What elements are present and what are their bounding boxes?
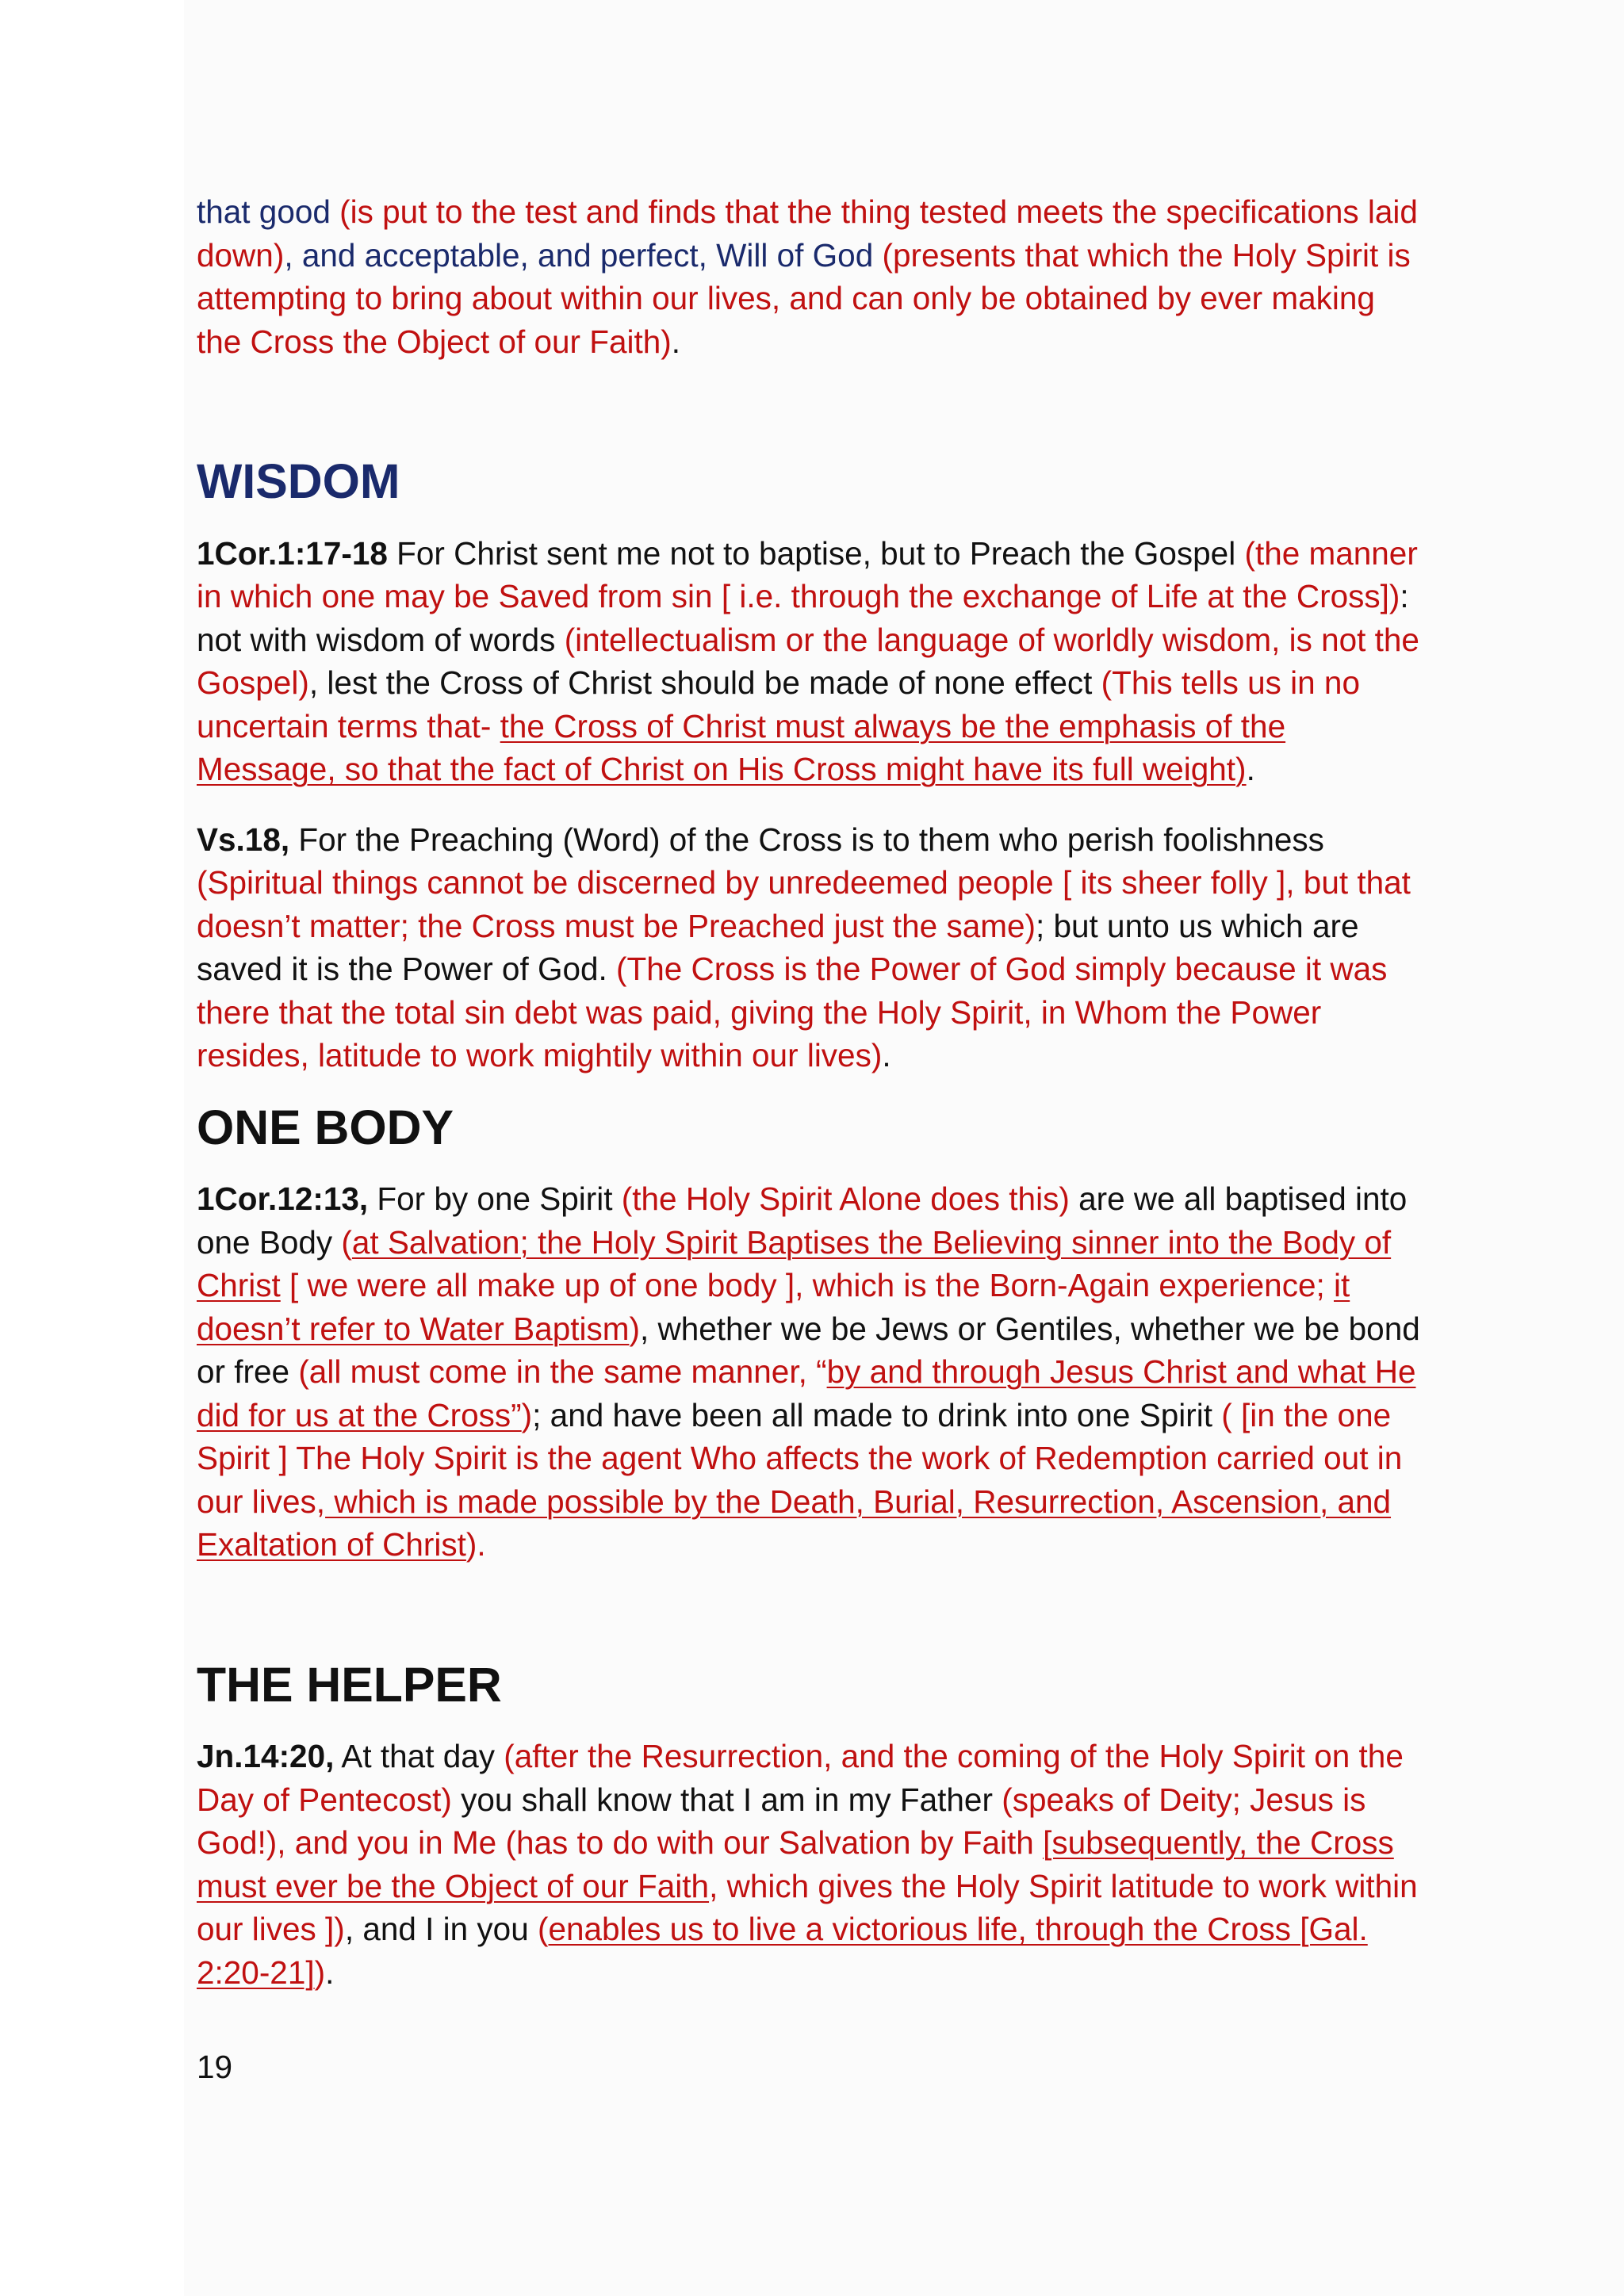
scripture-text: For by one Spirit: [368, 1181, 622, 1217]
commentary-span: ).: [465, 1526, 486, 1563]
punctuation: .: [325, 1954, 335, 1991]
commentary-span: (: [341, 1223, 352, 1261]
commentary-span: (the Holy Spirit Alone does this): [621, 1181, 1070, 1217]
commentary-span: ): [314, 1954, 326, 1991]
commentary-span: (presents that which the Holy Spirit is attempting to bring about within our lives, and can only be obtained by ever making the Cross the Object of our Faith): [197, 236, 1411, 360]
wisdom-paragraph-2: [197, 818, 1426, 1077]
scripture-text: : not with wisdom of words: [197, 578, 1409, 658]
scripture-reference: Vs.18,: [197, 821, 290, 858]
commentary-span: (the manner in which one may be Saved from sin [ i.e. through the exchange of Life at the Cross]): [197, 534, 1418, 614]
scripture-text: you shall know that I am in my Father: [451, 1781, 1002, 1818]
underlined-commentary: which is made possible by the Death, Burial, Resurrection, Ascension, and Exaltation of Christ: [197, 1483, 1392, 1563]
scripture-text: , whether we be Jews or Gentiles, whether we be bond or free: [197, 1310, 1420, 1390]
section-heading-the-helper: THE HELPER: [197, 1657, 502, 1712]
one-body-paragraph: [197, 1177, 1426, 1567]
section-heading-wisdom: WISDOM: [197, 454, 400, 508]
commentary-span: (all must come in the same manner, “: [298, 1353, 827, 1390]
scripture-text: , lest the Cross of Christ should be made of none effect: [308, 664, 1101, 701]
punctuation: .: [671, 323, 681, 360]
commentary-span: ): [629, 1310, 640, 1347]
commentary-span: (is put to the test and finds that the thing tested meets the specifications laid down): [197, 193, 1418, 274]
commentary-span: ): [521, 1396, 533, 1433]
underlined-commentary: it doesn’t refer to Water Baptism: [197, 1267, 1350, 1347]
commentary-span: ( [in the one Spirit ] The Holy Spirit is the agent Who affects the work of Redemption carried out in our lives,: [197, 1396, 1403, 1520]
punctuation: .: [882, 1037, 891, 1073]
scripture-reference: 1Cor.12:13,: [197, 1181, 369, 1217]
commentary-span: [ we were all make up of one body ], which is the Born-Again experience;: [280, 1267, 1334, 1303]
intro-paragraph: [197, 190, 1426, 363]
underlined-commentary: at Salvation; the Holy Spirit Baptises the Believing sinner into the Body of Christ: [197, 1223, 1392, 1303]
commentary-span: (: [537, 1911, 549, 1947]
underlined-commentary: [subsequently, the Cross must ever be the Object of our Faith: [197, 1824, 1394, 1904]
scripture-reference: Jn.14:20,: [197, 1738, 335, 1774]
page-content: [197, 190, 1426, 1994]
underlined-commentary: enables us to live a victorious life, through the Cross [Gal. 2:20-21]: [197, 1911, 1368, 1991]
scripture-text: For Christ sent me not to baptise, but to Preach the Gospel: [387, 534, 1245, 572]
scripture-text: For the Preaching (Word) of the Cross is to them who perish foolishness: [289, 821, 1324, 858]
text-span: that good: [197, 193, 331, 230]
underlined-commentary: by and through Jesus Christ and what He did for us at the Cross”: [197, 1353, 1416, 1433]
scripture-text: are we all baptised into one Body: [197, 1181, 1408, 1261]
scripture-reference: 1Cor.1:17-18: [197, 534, 388, 572]
scripture-text: ; but unto us which are saved it is the Power of God.: [197, 907, 1359, 987]
underlined-commentary: the Cross of Christ must always be the emphasis of the Message, so that the fact of Christ on His Cross might have its full weight): [197, 707, 1286, 787]
punctuation: .: [1246, 751, 1255, 787]
commentary-span: (speaks of Deity; Jesus is God!), and you in Me (has to do with our Salvation by Faith: [197, 1781, 1366, 1861]
scripture-text: At that day: [334, 1738, 504, 1774]
page-number: 19: [197, 2049, 233, 2085]
commentary-span: , which gives the Holy Spirit latitude to work within our lives ]): [197, 1867, 1418, 1947]
scripture-text: ; and have been all made to drink into one Spirit: [532, 1396, 1222, 1433]
commentary-span: (after the Resurrection, and the coming of the Holy Spirit on the Day of Pentecost): [197, 1738, 1404, 1818]
scripture-text: , and I in you: [344, 1911, 538, 1947]
wisdom-paragraph-1: [197, 532, 1426, 791]
commentary-span: (The Cross is the Power of God simply because it was there that the total sin debt was paid, giving the Holy Spirit, in Whom the Power resides, latitude to work mightily within our lives): [197, 951, 1388, 1073]
text-span: , and acceptable, and perfect, Will of God: [284, 236, 874, 274]
commentary-span: (intellectualism or the language of worldly wisdom, is not the Gospel): [197, 621, 1419, 701]
commentary-span: (This tells us in no uncertain terms that-: [197, 664, 1360, 744]
helper-paragraph: [197, 1735, 1426, 1994]
commentary-span: (Spiritual things cannot be discerned by unredeemed people [ its sheer folly ], but that doesn’t matter; the Cross must be Preached just the same): [197, 864, 1411, 944]
section-heading-one-body: ONE BODY: [197, 1100, 454, 1154]
